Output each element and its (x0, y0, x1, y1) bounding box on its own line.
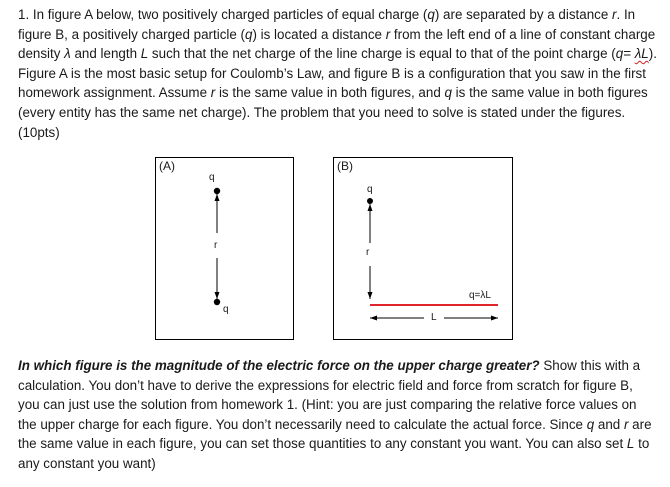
figure-a-bottom-charge-dot (214, 299, 220, 305)
figure-b-line-charge-label: q=λL (469, 290, 491, 301)
intro-text: is the same value in both figures (every entity has the same net charge). The problem that you need to solve is stated under the figures. (10pts) (18, 85, 648, 140)
symbol-q: q (586, 416, 595, 432)
figure-b-charge-label: q (367, 184, 373, 195)
question-bold: In which figure is the magnitude of the electric force on the upper charge greater? (18, 358, 540, 373)
symbol-L: L (140, 46, 149, 62)
question-paragraph (18, 356, 658, 474)
intro-text: ). Figure A is the most basic setup for Coulomb’s Law, and figure B is a configuration that you saw in the first homework assignment. Assume (18, 46, 657, 101)
intro-text: from the left end of a line of constant charge density (18, 26, 656, 62)
intro-text: and length (70, 46, 141, 62)
question-text: Show this with a calculation. You don’t have to derive the expressions for electric field and force from scratch for figure B, you can just use the solution from homework 1. (Hint: you are just comparing the relative force values on the upper charge for each figure. You don’t necessarily need to calculate the actual force. Since (18, 358, 641, 432)
intro-text: is the same value in both figures, and (215, 85, 445, 101)
intro-text: ) are separated by a distance (434, 7, 613, 22)
question-text: to any constant you want) (18, 436, 650, 471)
figure-b-arrow-up (368, 204, 373, 211)
figure-b-arrow-left (370, 316, 377, 321)
symbol-L: L (626, 436, 635, 452)
equation-lambda-l: λL (634, 46, 649, 62)
intro-text: ) is located a distance (252, 26, 386, 42)
figure-a (155, 157, 294, 340)
symbol-lambda: λ (64, 46, 71, 62)
equation-q: q= (615, 46, 635, 62)
intro-text: . In figure B, a positively charged particle ( (18, 7, 636, 42)
symbol-r: r (612, 7, 617, 22)
figure-b-arrow-right (491, 316, 498, 321)
figure-a-diagram (156, 158, 293, 339)
symbol-q: q (427, 7, 435, 22)
figure-a-top-charge-label: q (209, 172, 215, 183)
figure-a-top-charge-dot (214, 188, 220, 194)
question-text: are the same value in each figure, you can set those quantities to any constant you want. You can also set (18, 416, 652, 452)
figure-a-label: (A) (159, 159, 175, 173)
intro-text: 1. In figure A below, two positively charged particles of equal charge ( (18, 7, 428, 22)
problem-intro (18, 5, 658, 142)
figure-a-arrow-up (215, 194, 220, 201)
question-text: and (594, 416, 624, 432)
figure-a-arrow-down (215, 292, 220, 299)
symbol-q: q (245, 26, 253, 42)
figure-b-distance-label: r (366, 247, 370, 258)
figure-b-charge-dot (367, 198, 373, 204)
figure-b-arrow-down (368, 292, 373, 299)
symbol-r: r (210, 85, 216, 101)
figure-a-bottom-charge-label: q (223, 304, 229, 315)
figure-b-label: (B) (337, 159, 353, 173)
symbol-r: r (385, 26, 391, 42)
figure-b (333, 157, 513, 340)
intro-text: such that the net charge of the line charge is equal to that of the point charge ( (148, 46, 616, 62)
figure-b-diagram (334, 158, 512, 339)
figure-b-length-label: L (431, 312, 437, 323)
symbol-q: q (444, 85, 452, 101)
figure-a-distance-label: r (214, 240, 218, 251)
symbol-r: r (623, 416, 629, 432)
